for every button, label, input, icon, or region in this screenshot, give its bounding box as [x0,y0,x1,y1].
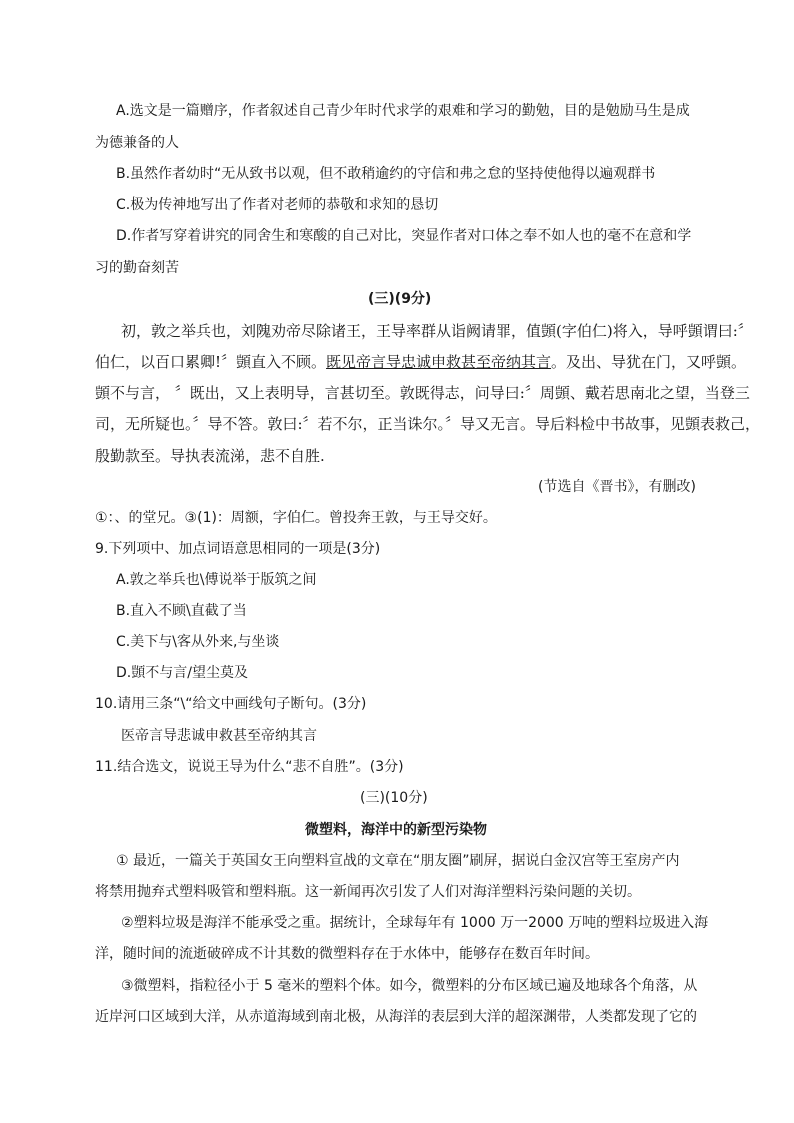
article-title: 微塑料，海洋中的新型污染物 [305,822,487,838]
question-9-option-b: B.直入不顾\直截了当 [116,603,247,619]
option-a-line2: 为德兼备的人 [95,135,179,151]
passage-line-2-end: 。及出、导犹在门，又呼顗。 [551,353,747,371]
passage-line-5: 殷勤款至。导执表流涕，悲不自胜. [95,447,325,465]
passage-line-2-start: 伯仁，以百口累卿!〞顗直入不顾。 [95,353,327,371]
passage-notes: ①：、的堂兄。③(1)：周额，字伯仁。曾投奔王敦，与王导交好。 [95,510,497,526]
option-b: B.虽然作者幼时“无从致书以观，但不敢稍逾约的守信和弗之怠的坚持使他得以遍观群书 [116,166,656,182]
passage-line-3: 顗不与言， 〞既出，又上表明导，言甚切至。敦既得志，问导曰:〞周顗、戴若思南北之望，当登三 [95,384,750,402]
option-d-line1: D.作者写穿着讲究的同舍生和寒酸的自己对比，突显作者对口体之奉不如人也的毫不在意和学 [116,228,692,244]
option-a-line1: A.选文是一篇赠序，作者叙述自己青少年时代求学的艰难和学习的勤勉，目的是勉励马生是成 [116,103,690,119]
article-p1-line2: 将禁用抛弃式塑料吸管和塑料瓶。这一新闻再次引发了人们对海洋塑料污染问题的关切。 [95,884,641,900]
passage-source: (节选自《晋书》，有删改) [538,479,696,495]
article-p1-line1: ① 最近，一篇关于英国女王向塑料宣战的文章在“朋友圈”刷屏，据说白金汉宫等王室房产内 [116,853,680,869]
option-c: C.极为传神地写出了作者对老师的恭敬和求知的恳切 [116,197,439,213]
passage-line-1: 初，敦之举兵也，刘隗劝帝尽除诸王，王导率群从诣阙请罪，值顗(字伯仁)将入，导呼顗谓曰:〞 [121,322,753,340]
article-p3-line2: 近岸河口区域到大洋，从赤道海域到南北极，从海洋的表层到大洋的超深渊带，人类都发现了它的 [95,1009,697,1025]
passage-line-2 [95,352,746,372]
question-9-option-c: C.美下与\客从外来,与坐谈 [116,634,280,650]
question-9: 9.下列项中、加点词语意思相同的一项是(3分) [95,541,381,557]
passage-line-4: 司，无所疑也。〞导不答。敦曰:〞若不尔，正当诛尔。〞导又无言。导后料检中书故事，见顗表救己， [95,415,761,433]
question-9-option-d: D.顗不与言/望尘莫及 [116,665,248,681]
option-d-line2: 习的勤奋刻苦 [95,260,179,276]
section-heading-10: (三)(10分) [360,790,428,806]
article-p3-line1: ③微塑料，指粒径小于 5 毫米的塑料个体。如今，微塑料的分布区域已遍及地球各个角落，从 [121,978,698,994]
question-11: 11.结合选文，说说王导为什么“悲不自胜”。(3分) [95,759,404,775]
question-10-sentence: 医帝言导悲诚申救甚至帝纳其言 [121,728,317,744]
question-9-option-a: A.敦之举兵也\傅说举于版筑之间 [116,572,317,588]
article-p2-line1: ②塑料垃圾是海洋不能承受之重。据统计，全球每年有 1000 万一2000 万吨的塑料垃圾进入海 [121,915,709,931]
underlined-sentence: 既见帝言导忠诚申救甚至帝纳其言 [326,353,552,371]
question-10: 10.请用三条“\“给文中画线句子断句。(3分) [95,696,367,712]
article-p2-line2: 洋，随时间的流逝破碎成不计其数的微塑料存在于水体中，能够存在数百年时间。 [95,946,599,962]
section-heading-9: (三)(9分) [368,291,432,307]
